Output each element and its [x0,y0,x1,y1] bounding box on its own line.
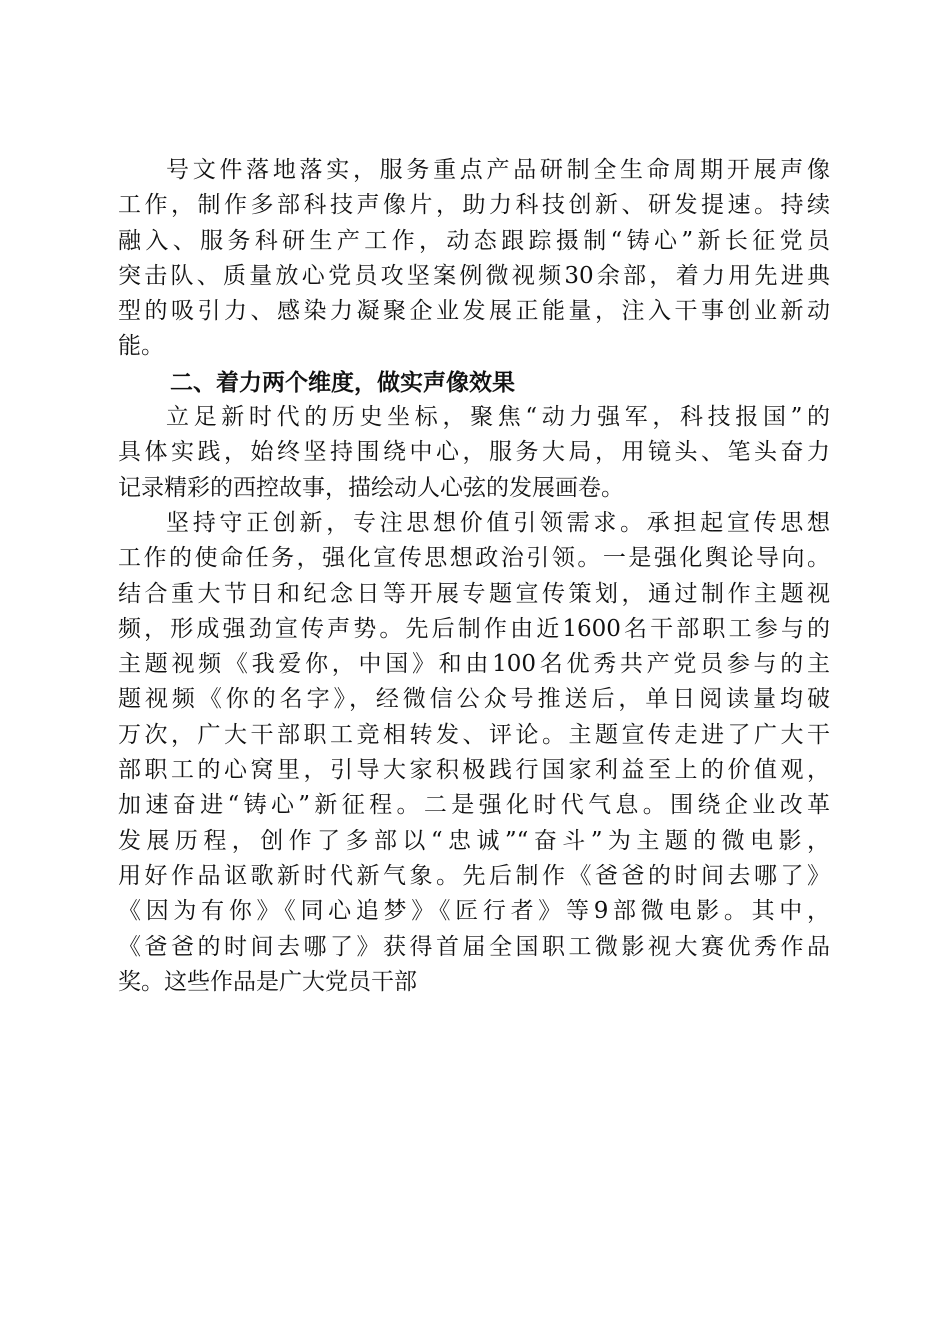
paragraph-line: 奖。这些作品是广大党员干部 [118,968,417,995]
paragraph-line: 结合重大节日和纪念日等开展专题宣传策划，通过制作主题视 [118,580,830,607]
paragraph-line: 频，形成强劲宣传声势。先后制作由近1600名干部职工参与的 [118,615,830,642]
paragraph-line: 主题视频《我爱你，中国》和由100名优秀共产党员参与的主 [118,651,830,678]
paragraph-line: 型的吸引力、感染力凝聚企业发展正能量，注入干事创业新动 [118,298,830,325]
paragraph-line: 突击队、质量放心党员攻坚案例微视频30余部，着力用先进典 [118,262,830,289]
paragraph-line: 万次，广大干部职工竞相转发、评论。主题宣传走进了广大干 [118,721,830,748]
paragraph-line: 具体实践，始终坚持围绕中心，服务大局，用镜头、笔头奋力 [118,439,830,466]
paragraph-line: 加速奋进“铸心”新征程。二是强化时代气息。围绕企业改革 [118,792,830,819]
section-heading: 二、着力两个维度，做实声像效果 [170,368,515,396]
paragraph-line: 《爸爸的时间去哪了》获得首届全国职工微影视大赛优秀作品 [118,933,830,960]
paragraph-line: 题视频《你的名字》，经微信公众号推送后，单日阅读量均破 [118,686,830,713]
paragraph-line: 能。 [118,333,164,360]
document-body [118,153,830,1000]
paragraph-line: 立足新时代的历史坐标，聚焦“动力强军，科技报国”的 [166,404,830,431]
paragraph-line: 《因为有你》《同心追梦》《匠行者》等9部微电影。其中， [118,898,830,925]
paragraph-line: 工作，制作多部科技声像片，助力科技创新、研发提速。持续 [118,192,830,219]
paragraph-line: 号文件落地落实，服务重点产品研制全生命周期开展声像 [166,157,830,183]
paragraph-line: 发展历程，创作了多部以“忠诚”“奋斗”为主题的微电影， [118,827,830,854]
paragraph-line: 工作的使命任务，强化宣传思想政治引领。一是强化舆论导向。 [118,545,830,572]
paragraph-line: 坚持守正创新，专注思想价值引领需求。承担起宣传思想 [166,509,830,536]
paragraph-line: 部职工的心窝里，引导大家积极践行国家利益至上的价值观， [118,757,830,784]
paragraph-line: 用好作品讴歌新时代新气象。先后制作《爸爸的时间去哪了》 [118,862,830,889]
paragraph-line: 融入、服务科研生产工作，动态跟踪摄制“铸心”新长征党员 [118,227,830,254]
paragraph-line: 记录精彩的西控故事，描绘动人心弦的发展画卷。 [118,474,624,501]
